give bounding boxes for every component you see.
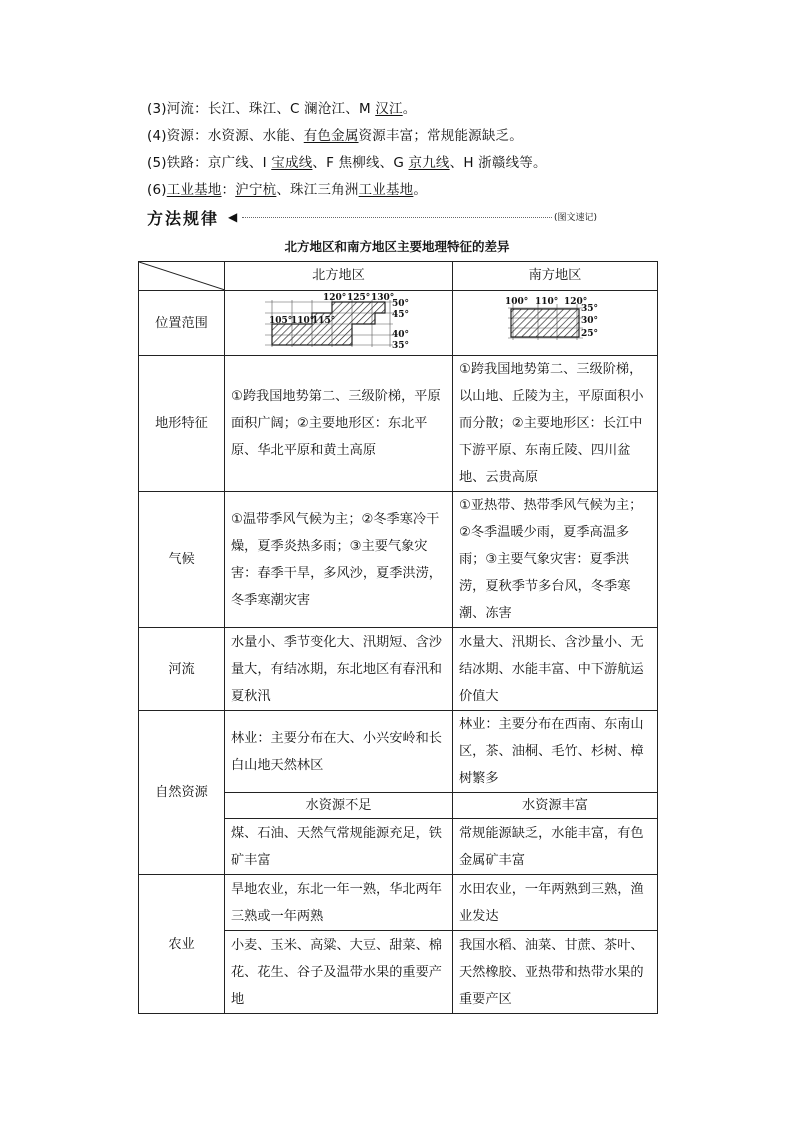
row-rivers xyxy=(139,628,658,711)
comparison-table xyxy=(138,261,658,1014)
south-rivers: 水量大、汛期长、含沙量小、无结冰期、水能丰富、中下游航运价值大 xyxy=(453,628,658,711)
railways-underlined-2: 京九线 xyxy=(408,155,450,171)
south-terrain: ①跨我国地势第二、三级阶梯，以山地、丘陵为主，平原面积小而分散；②主要地形区：长江中下游平原、东南丘陵、四川盆地、云贵高原 xyxy=(453,356,658,492)
south-lon-top-1: 100° xyxy=(505,296,529,307)
north-lat-2: 45° xyxy=(392,309,410,320)
method-title: 方法规律 xyxy=(147,209,220,228)
intro-rivers-line xyxy=(147,97,416,117)
industry-text-1: (6) xyxy=(147,182,167,198)
north-lon-top-1: 120° xyxy=(323,292,347,303)
north-lon-top-3: 130° xyxy=(371,292,395,303)
railways-underlined-1: 宝成线 xyxy=(271,155,313,171)
north-climate: ①温带季风气候为主；②冬季寒冷干燥，夏季炎热多雨；③主要气象灾害：春季干旱，多风沙，夏季洪涝，冬季寒潮灾害 xyxy=(225,492,453,628)
north-lon-top-2: 125° xyxy=(347,292,371,303)
resources-suffix: 资源丰富；常规能源缺乏。 xyxy=(358,128,523,144)
north-lon-left-3: 115° xyxy=(312,315,336,326)
north-terrain: ①跨我国地势第二、三级阶梯，平原面积广阔；②主要地形区：东北平原、华北平原和黄土高原 xyxy=(225,356,453,492)
south-water: 水资源丰富 xyxy=(453,793,658,819)
north-forestry: 林业：主要分布在大、小兴安岭和长白山地天然林区 xyxy=(225,711,453,793)
north-lat-1: 50° xyxy=(392,298,410,309)
railways-text-2: 、F 焦柳线、G xyxy=(312,155,409,171)
resources-text: (4)资源：水资源、水能、 xyxy=(147,128,304,144)
table-caption: 北方地区和南方地区主要地理特征的差异 xyxy=(284,239,510,254)
header-north: 北方地区 xyxy=(225,262,453,291)
diagonal-line xyxy=(139,262,225,290)
south-climate: ①亚热带、热带季风气候为主；②冬季温暖少雨，夏季高温多雨；③主要气象灾害：夏季洪涝，夏秋季节多台风，冬季寒潮、冻害 xyxy=(453,492,658,628)
header-south: 南方地区 xyxy=(453,262,658,291)
south-lat-2: 30° xyxy=(581,315,599,326)
north-grid-map xyxy=(225,292,451,355)
label-resources: 自然资源 xyxy=(139,711,225,875)
industry-underlined-2: 沪宁杭 xyxy=(235,182,277,198)
intro-railways-line xyxy=(147,151,547,171)
dotted-divider xyxy=(242,217,552,218)
row-position xyxy=(139,291,658,356)
south-forestry: 林业：主要分布在西南、东南山区，茶、油桐、毛竹、杉树、樟树繁多 xyxy=(453,711,658,793)
label-rivers: 河流 xyxy=(139,628,225,711)
rivers-underlined: 汉江 xyxy=(375,101,403,117)
south-crops: 我国水稻、油菜、甘蔗、茶叶、天然橡胶、亚热带和热带水果的重要产区 xyxy=(453,931,658,1014)
north-energy: 煤、石油、天然气常规能源充足，铁矿丰富 xyxy=(225,819,453,875)
industry-text-2: ： xyxy=(221,182,236,198)
industry-text-4: 。 xyxy=(413,182,428,198)
label-terrain: 地形特征 xyxy=(139,356,225,492)
north-water: 水资源不足 xyxy=(225,793,453,819)
method-header xyxy=(147,206,598,228)
label-position: 位置范围 xyxy=(139,291,225,356)
south-lat-1: 35° xyxy=(581,303,599,314)
south-farming: 水田农业，一年两熟到三熟，渔业发达 xyxy=(453,875,658,931)
south-lon-top-3: 120° xyxy=(564,296,588,307)
industry-underlined-1: 工业基地 xyxy=(166,182,222,198)
method-tag: (图文速记) xyxy=(554,213,598,223)
north-lat-3: 40° xyxy=(392,329,410,340)
diagonal-header-cell xyxy=(139,262,225,291)
intro-industry-line xyxy=(147,178,427,198)
north-lon-left-1: 105° xyxy=(269,315,293,326)
row-climate xyxy=(139,492,658,628)
rivers-text: (3)河流：长江、珠江、C 澜沧江、M xyxy=(147,101,376,117)
resources-underlined: 有色金属 xyxy=(303,128,359,144)
north-lat-4: 35° xyxy=(392,340,410,351)
label-agriculture: 农业 xyxy=(139,875,225,1014)
south-lat-3: 25° xyxy=(581,328,599,339)
railways-text-3: 、H 浙赣线等。 xyxy=(449,155,547,171)
south-position-cell xyxy=(453,291,658,356)
intro-resources-line xyxy=(147,124,523,144)
south-grid-map xyxy=(453,292,656,355)
south-lon-top-2: 110° xyxy=(535,296,559,307)
label-climate: 气候 xyxy=(139,492,225,628)
south-energy: 常规能源缺乏，水能丰富，有色金属矿丰富 xyxy=(453,819,658,875)
row-forestry xyxy=(139,711,658,793)
north-farming: 旱地农业，东北一年一熟，华北两年三熟或一年两熟 xyxy=(225,875,453,931)
north-crops: 小麦、玉米、高粱、大豆、甜菜、棉花、花生、谷子及温带水果的重要产地 xyxy=(225,931,453,1014)
row-terrain xyxy=(139,356,658,492)
south-region-shape xyxy=(511,309,579,337)
industry-text-3: 、珠江三角洲 xyxy=(276,182,359,198)
industry-underlined-3: 工业基地 xyxy=(358,182,414,198)
railways-text-1: (5)铁路：京广线、I xyxy=(147,155,272,171)
arrow-left-icon: ◀ xyxy=(228,210,238,224)
row-farming xyxy=(139,875,658,931)
rivers-suffix: 。 xyxy=(402,101,417,117)
north-lon-left-2: 110° xyxy=(291,315,315,326)
table-header-row xyxy=(139,262,658,291)
north-position-cell xyxy=(225,291,453,356)
north-rivers: 水量小、季节变化大、汛期短、含沙量大，有结冰期，东北地区有春汛和夏秋汛 xyxy=(225,628,453,711)
